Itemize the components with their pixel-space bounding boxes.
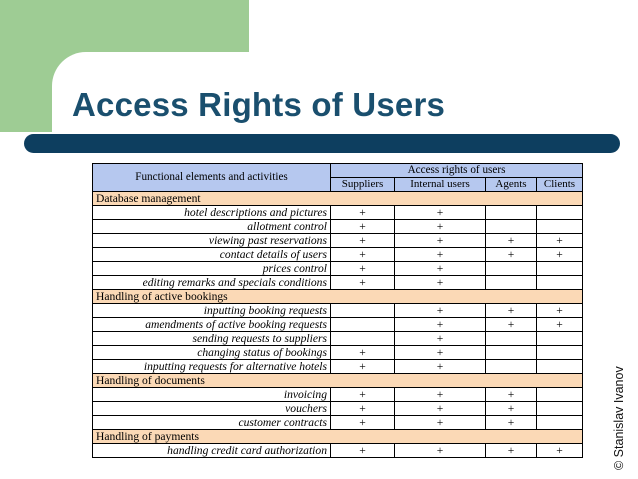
access-mark-cell	[537, 402, 583, 416]
table-row	[93, 416, 583, 430]
access-mark-cell	[537, 262, 583, 276]
table-row	[93, 234, 583, 248]
column-header-suppliers: Suppliers	[331, 178, 395, 192]
access-mark-cell: +	[331, 388, 395, 402]
access-mark-cell	[486, 360, 537, 374]
access-mark-cell	[537, 388, 583, 402]
access-mark-cell: +	[331, 220, 395, 234]
access-rights-header: Access rights of users	[331, 164, 583, 178]
access-mark-cell	[537, 332, 583, 346]
access-mark-cell: +	[395, 234, 486, 248]
activity-label: invoicing	[93, 388, 331, 402]
access-mark-cell: +	[395, 416, 486, 430]
table-row	[93, 276, 583, 290]
access-mark-cell	[331, 318, 395, 332]
access-rights-table	[92, 163, 583, 458]
access-mark-cell: +	[537, 234, 583, 248]
access-mark-cell: +	[486, 416, 537, 430]
activity-label: prices control	[93, 262, 331, 276]
access-mark-cell: +	[395, 388, 486, 402]
access-mark-cell	[331, 304, 395, 318]
table-row	[93, 360, 583, 374]
access-mark-cell	[537, 360, 583, 374]
access-mark-cell	[331, 332, 395, 346]
access-mark-cell: +	[486, 234, 537, 248]
access-mark-cell: +	[486, 248, 537, 262]
access-mark-cell: +	[395, 346, 486, 360]
activity-label: inputting requests for alternative hotels	[93, 360, 331, 374]
table-row	[93, 304, 583, 318]
access-mark-cell: +	[486, 318, 537, 332]
section-heading: Handling of documents	[93, 374, 583, 388]
column-header-internal-users: Internal users	[395, 178, 486, 192]
access-mark-cell: +	[331, 346, 395, 360]
activity-label: handling credit card authorization	[93, 444, 331, 458]
access-mark-cell: +	[331, 444, 395, 458]
activity-label: allotment control	[93, 220, 331, 234]
access-mark-cell: +	[331, 360, 395, 374]
access-mark-cell: +	[395, 262, 486, 276]
access-mark-cell: +	[395, 444, 486, 458]
access-mark-cell	[486, 332, 537, 346]
activity-label: hotel descriptions and pictures	[93, 206, 331, 220]
table-row	[93, 206, 583, 220]
access-mark-cell	[537, 206, 583, 220]
table-row	[93, 318, 583, 332]
access-mark-cell: +	[486, 402, 537, 416]
copyright-credit: © Stanislav Ivanov	[612, 366, 626, 470]
access-mark-cell: +	[395, 220, 486, 234]
access-mark-cell: +	[331, 234, 395, 248]
section-row	[93, 290, 583, 304]
access-mark-cell: +	[486, 304, 537, 318]
access-mark-cell: +	[331, 248, 395, 262]
table-row	[93, 346, 583, 360]
table-row	[93, 388, 583, 402]
access-mark-cell	[486, 262, 537, 276]
table-body	[93, 192, 583, 458]
access-mark-cell	[537, 416, 583, 430]
title-underline-bar	[24, 134, 620, 153]
activity-label: viewing past reservations	[93, 234, 331, 248]
access-mark-cell: +	[395, 402, 486, 416]
slide-title: Access Rights of Users	[72, 86, 446, 123]
activity-label: amendments of active booking requests	[93, 318, 331, 332]
activity-label: sending requests to suppliers	[93, 332, 331, 346]
access-mark-cell: +	[537, 248, 583, 262]
table-header-row	[93, 164, 583, 178]
table-row	[93, 248, 583, 262]
access-mark-cell	[537, 220, 583, 234]
access-mark-cell	[486, 346, 537, 360]
table-row	[93, 444, 583, 458]
access-mark-cell: +	[395, 332, 486, 346]
table-row	[93, 402, 583, 416]
section-row	[93, 374, 583, 388]
activity-label: contact details of users	[93, 248, 331, 262]
access-mark-cell	[537, 346, 583, 360]
section-row	[93, 192, 583, 206]
section-row	[93, 430, 583, 444]
access-mark-cell	[486, 276, 537, 290]
access-mark-cell: +	[486, 444, 537, 458]
access-mark-cell: +	[395, 304, 486, 318]
access-mark-cell: +	[486, 388, 537, 402]
activity-label: inputting booking requests	[93, 304, 331, 318]
section-heading: Handling of active bookings	[93, 290, 583, 304]
column-header-clients: Clients	[537, 178, 583, 192]
table-row	[93, 262, 583, 276]
column-header-agents: Agents	[486, 178, 537, 192]
activity-label: changing status of bookings	[93, 346, 331, 360]
access-mark-cell: +	[537, 304, 583, 318]
activity-label: vouchers	[93, 402, 331, 416]
access-mark-cell: +	[395, 360, 486, 374]
access-mark-cell: +	[331, 262, 395, 276]
access-mark-cell: +	[395, 318, 486, 332]
table-row	[93, 332, 583, 346]
functional-elements-header: Functional elements and activities	[93, 164, 331, 192]
access-mark-cell	[486, 220, 537, 234]
access-mark-cell	[486, 206, 537, 220]
access-mark-cell: +	[331, 206, 395, 220]
activity-label: editing remarks and specials conditions	[93, 276, 331, 290]
access-mark-cell: +	[537, 318, 583, 332]
access-mark-cell: +	[395, 248, 486, 262]
access-mark-cell: +	[395, 206, 486, 220]
access-mark-cell: +	[331, 276, 395, 290]
access-mark-cell: +	[331, 402, 395, 416]
access-mark-cell: +	[537, 444, 583, 458]
section-heading: Handling of payments	[93, 430, 583, 444]
section-heading: Database management	[93, 192, 583, 206]
activity-label: customer contracts	[93, 416, 331, 430]
table-row	[93, 220, 583, 234]
access-mark-cell: +	[395, 276, 486, 290]
access-mark-cell: +	[331, 416, 395, 430]
access-mark-cell	[537, 276, 583, 290]
